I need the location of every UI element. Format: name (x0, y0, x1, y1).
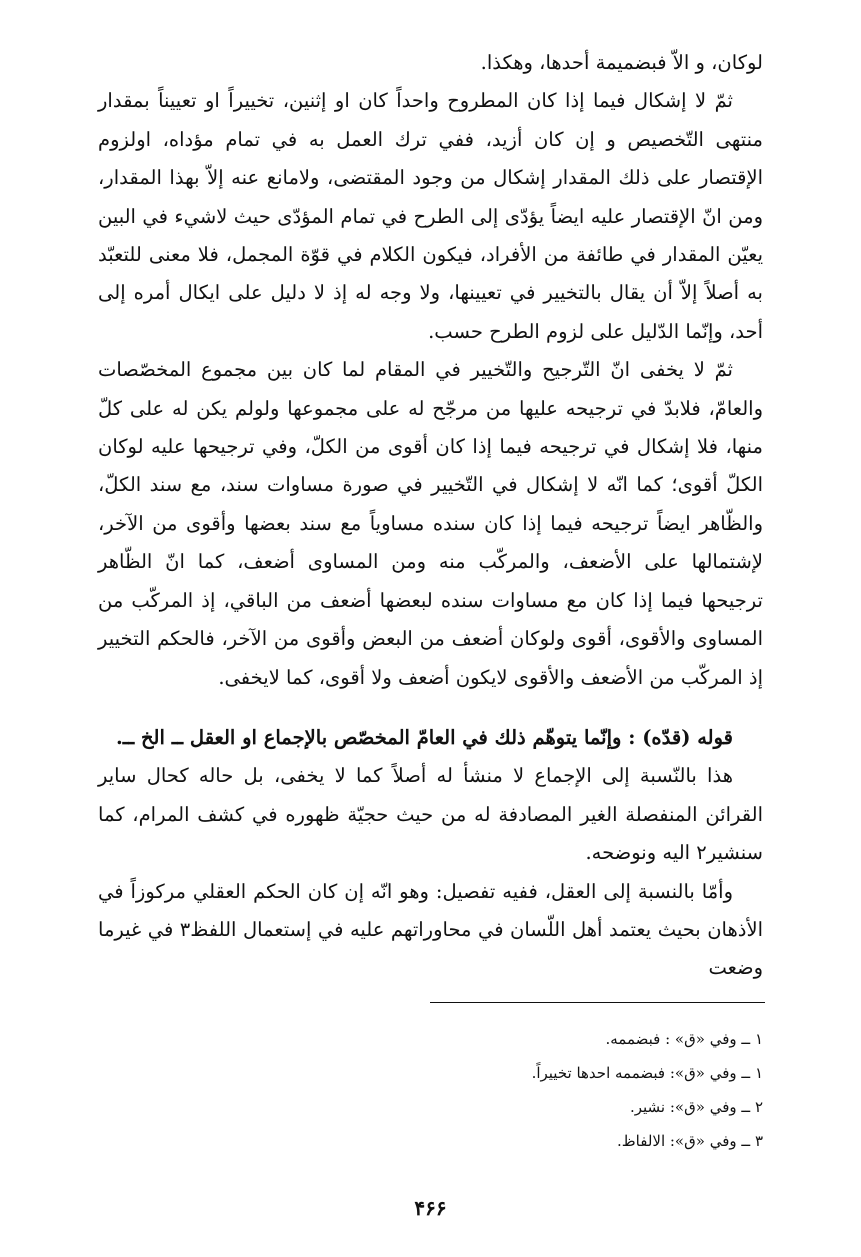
footnote: ٣ ــ وفي «ق»: الالفاظ. (617, 1132, 763, 1150)
footnote: ٢ ــ وفي «ق»: نشير. (629, 1098, 763, 1116)
paragraph: ثمّ لا إشكال فيما إذا كان المطروح واحداً كان او إثنين، تخييراً او تعييناً بمقدار منتهى التّخصيص و إن كان أزيد، ففي ترك العمل به في تمام مؤداه، اولزوم الإقتصار على ذلك المقدار إشكال من وجود المقتضى، ولامانع عنه إلاّ بهذا المقدار، ومن انّ الإقتصار عليه ايضاً يؤدّى إلى الطرح في تمام المؤدّى حيث لاشيء في البين يعيّن المقدار في طائفة من الأفراد، فيكون الكلام في قوّة المجمل، فلا معنى للتعبّد به أصلاً إلاّ أن يقال بالتخيير في تعيينها، ولا وجه له إذ لا دليل على ايكال أمره إلى أحد، وإنّما الدّليل على لزوم الطرح حسب. (98, 89, 763, 343)
footnote: ١ ــ وفي «ق» : فبضممه. (605, 1030, 763, 1048)
paragraph: هذا بالنّسبة إلى الإجماع لا منشأ له أصلاً كما لا يخفى، بل حاله كحال ساير القرائن المنفصلة الغير المصادفة له من حيث حجيّة ظهوره في كشف المرام، كما سنشير٢ اليه ونوضحه. (98, 764, 763, 865)
paragraph: وأمّا بالنسبة إلى العقل، ففيه تفصيل: وهو انّه إن كان الحكم العقلي مركوزاً في الأذهان بحيث يعتمد أهل اللّسان في محاوراتهم عليه في إستعمال اللفظ٣ في غيرما وضعت (98, 879, 763, 980)
paragraph-continuation: لوكان، و الاّ فبضميمة أحدها، وهكذا. (480, 51, 763, 74)
footnote: ١ ــ وفي «ق»: فبضممه احدها تخييراً. (531, 1064, 763, 1082)
footnote-separator (430, 1002, 765, 1003)
main-text (98, 44, 763, 988)
footnotes (263, 1022, 763, 1158)
section-heading: قوله (قدّه) : وإنّما يتوهّم ذلك في العامّ المخصّص بالإجماع او العقل ــ الخ ــ. (115, 725, 733, 749)
paragraph: ثمّ لا يخفى انّ التّرجيح والتّخيير في المقام لما كان بين مجموع المخصّصات والعامّ، فلابدّ في ترجيحه عليها من مرجّح له على مجموعها ولولم يكن له على كلّ منها، فلا إشكال في ترجيحه فيما إذا كان أقوى من الكلّ، وفي ترجيحها عليه لوكان الكلّ أقوى؛ كما انّه لا إشكال في التّخيير في صورة مساوات سند، مع سند الكلّ، والظّاهر ايضاً ترجيحه فيما إذا كان سنده مساوياً مع سند بعضها وأقوى من الآخر، لإشتمالها على الأضعف، والمركّب منه ومن المساوى أضعف، كما انّ الظّاهر ترجيحها فيما إذا كان مع مساوات سنده لبعضها أضعف من الباقي، إذ المركّب من المساوى والأقوى، أقوى ولوكان أضعف من البعض وأقوى من الآخر، فالحكم التخيير إذ المركّب من الأضعف والأقوى لايكون أضعف ولا أقوى، كما لايخفى. (98, 358, 763, 689)
page-number: ۴۶۶ (414, 1196, 447, 1220)
